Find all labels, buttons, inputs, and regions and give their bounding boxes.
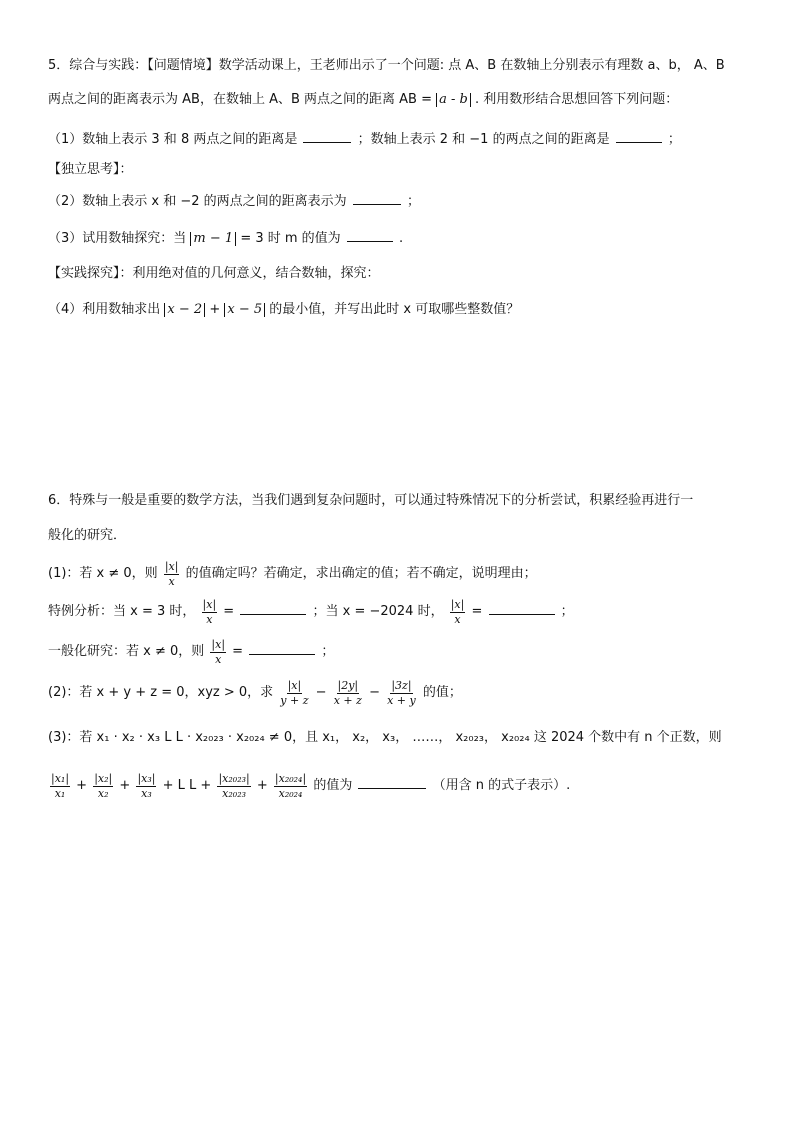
minus-sign: −	[369, 685, 380, 700]
q6-part3-line1: (3)：若 x₁ · x₂ · x₃ L L · x₂₀₂₃ · x₂₀₂₄ ≠ 0，且 x₁， x₂， x₃， ……， x₂₀₂₃， x₂₀₂₄ 这 2024 个数中有 n 个正数，则	[48, 730, 722, 745]
frac-numerator: |x|	[202, 597, 217, 611]
frac-numerator: |2y|	[337, 678, 359, 692]
frac-numerator: |3z|	[391, 678, 412, 692]
plus-sign: +	[200, 778, 212, 793]
q6-part3-text: 的值为	[313, 778, 353, 793]
q6-part2-tail: 的值；	[422, 685, 462, 700]
frac-denominator: x + y	[387, 693, 416, 707]
q5-abs-a-minus-b: a - b	[436, 93, 471, 107]
frac-denominator: x₂	[97, 786, 109, 800]
q5-part3-text: （3）试用数轴探究：当	[48, 231, 187, 246]
q6-part2	[48, 676, 462, 710]
q5-part1	[48, 128, 681, 150]
q6-example-blank2[interactable]	[489, 600, 555, 615]
q6-part3-frac2	[93, 771, 113, 801]
frac-numerator: |x₁|	[51, 771, 70, 785]
q5-intro-line2-text: 两点之间的距离表示为 AB，在数轴上 A、B 两点之间的距离 AB =	[48, 92, 432, 107]
q6-example-text: 特例分析：当 x = 3 时，	[48, 604, 196, 619]
q5-part3-tail: .	[398, 231, 404, 246]
frac-denominator: x	[168, 574, 175, 588]
q5-part2-tail: ；	[406, 194, 420, 209]
frac-numerator: |x|	[211, 637, 226, 651]
q5-part4-tail: 的最小值，并写出此时 x 可取哪些整数值？	[269, 302, 520, 317]
q6-example-frac2	[450, 597, 466, 627]
q6-part2-frac2	[333, 678, 363, 708]
q5-part3-text2: = 3 时 m 的值为	[240, 231, 341, 246]
frac-denominator: x + z	[333, 693, 362, 707]
q6-part1-text: (1)：若 x ≠ 0，则	[48, 566, 158, 581]
q5-part1-text2: ；数轴上表示 2 和 −1 的两点之间的距离是	[357, 132, 610, 147]
q5-part4-plus: +	[209, 302, 221, 317]
q6-part3-frac1	[50, 771, 70, 801]
q6-intro-line2: 般化的研究．	[48, 528, 127, 543]
frac-denominator: x₂₀₂₃	[222, 786, 247, 800]
equals-sign: =	[232, 644, 244, 659]
q6-part2-frac1	[279, 678, 309, 708]
q5-abs-x-minus-5: x − 5	[224, 303, 265, 317]
equals-sign: =	[223, 604, 235, 619]
frac-numerator: |x|	[164, 559, 179, 573]
q6-general	[48, 636, 334, 668]
plus-sign: +	[76, 778, 88, 793]
q5-abs-x-minus-2: x − 2	[164, 303, 205, 317]
q6-general-tail: ；	[321, 644, 335, 659]
q5-part1-blank1[interactable]	[303, 128, 351, 143]
q5-heading-think: 【独立思考】：	[48, 162, 133, 177]
q5-part1-text: （1）数轴上表示 3 和 8 两点之间的距离是	[48, 132, 298, 147]
frac-denominator: x	[454, 612, 461, 626]
q6-part3-tail: （用含 n 的式子表示）.	[432, 778, 571, 793]
q6-part2-frac3	[386, 678, 417, 708]
q6-example-frac1	[202, 597, 218, 627]
q6-example	[48, 596, 574, 628]
q6-general-frac	[210, 637, 226, 667]
q6-intro-line1: 6．特殊与一般是重要的数学方法，当我们遇到复杂问题时，可以通过特殊情况下的分析尝试，积累经验再进行一	[48, 493, 694, 508]
q5-part2-blank[interactable]	[353, 190, 401, 205]
frac-denominator: x₃	[141, 786, 152, 800]
q5-part1-blank2[interactable]	[616, 128, 662, 143]
q5-intro-line1: 5．综合与实践：【问题情境】数学活动课上，王老师出示了一个问题: 点 A、B 在数轴上分别表示有理数 a、b， A、B	[48, 58, 725, 73]
q6-example-tail: ；	[560, 604, 574, 619]
equals-sign: =	[471, 604, 483, 619]
q6-part3-frac5	[274, 771, 307, 801]
q5-part4	[48, 300, 519, 320]
frac-denominator: x₂₀₂₄	[278, 786, 303, 800]
q6-part3-blank[interactable]	[358, 774, 426, 789]
q5-intro-line2	[48, 90, 678, 110]
frac-denominator: x₁	[54, 786, 66, 800]
plus-sign: +	[256, 778, 268, 793]
q6-general-blank[interactable]	[249, 640, 315, 655]
frac-numerator: |x₂₀₂₃|	[218, 771, 250, 785]
frac-denominator: y + z	[280, 693, 309, 707]
q5-part4-text: （4）利用数轴求出	[48, 302, 161, 317]
q6-example-blank1[interactable]	[240, 600, 306, 615]
q6-example-text2: ；当 x = −2024 时，	[312, 604, 444, 619]
plus-sign: +	[162, 778, 174, 793]
frac-numerator: |x|	[450, 597, 465, 611]
q6-part3-frac3	[136, 771, 156, 801]
q5-part2	[48, 190, 420, 212]
frac-numerator: |x₃|	[137, 771, 156, 785]
q6-part1	[48, 558, 537, 590]
frac-denominator: x	[215, 652, 222, 666]
frac-denominator: x	[206, 612, 213, 626]
q5-part3	[48, 227, 403, 249]
q6-part1-tail: 的值确定吗？若确定，求出确定的值；若不确定，说明理由；	[185, 566, 537, 581]
frac-numerator: |x₂|	[94, 771, 113, 785]
minus-sign: −	[315, 685, 327, 700]
frac-numerator: |x₂₀₂₄|	[274, 771, 307, 785]
q5-abs-m-minus-1: m − 1	[190, 232, 236, 246]
q6-part3-line2	[48, 768, 570, 804]
q5-part2-text: （2）数轴上表示 x 和 −2 的两点之间的距离表示为	[48, 194, 347, 209]
q6-part3-frac4	[217, 771, 250, 801]
plus-sign: +	[119, 778, 131, 793]
ellipsis-ll: L L	[177, 778, 197, 793]
q5-intro-line2-tail: . 利用数形结合思想回答下列问题：	[475, 92, 679, 107]
q5-part1-tail: ；	[667, 132, 681, 147]
frac-numerator: |x|	[287, 678, 302, 692]
q5-part3-blank[interactable]	[347, 227, 393, 242]
q5-heading-practice: 【实践探究】：利用绝对值的几何意义，结合数轴，探究：	[48, 266, 380, 281]
q6-part2-text: (2)：若 x + y + z = 0，xyz > 0，求	[48, 685, 274, 700]
q6-general-text: 一般化研究：若 x ≠ 0，则	[48, 644, 205, 659]
q6-frac-abs-x-over-x	[164, 559, 180, 589]
